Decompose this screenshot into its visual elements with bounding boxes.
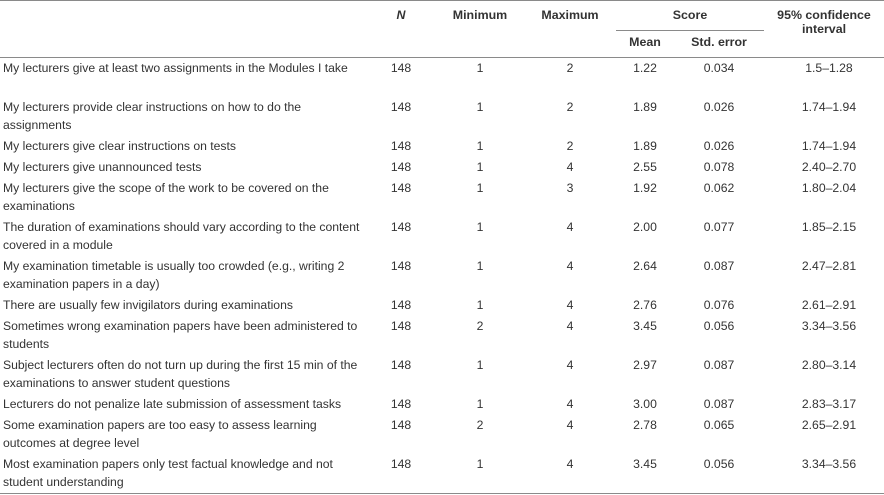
header-ci-line1: 95% confidence — [777, 8, 871, 22]
cell-minimum: 1 — [476, 139, 484, 153]
cell-std-error: 0.026 — [703, 139, 735, 153]
cell-mean: 3.45 — [633, 457, 657, 471]
table-row — [0, 157, 884, 178]
cell-minimum: 1 — [476, 397, 484, 411]
cell-n: 148 — [390, 319, 412, 333]
cell-item: Most examination papers only test factual knowledge and not student understanding — [3, 457, 333, 489]
cell-maximum: 2 — [566, 139, 574, 153]
table-row — [0, 178, 884, 217]
cell-std-error: 0.087 — [703, 358, 735, 372]
cell-mean: 2.97 — [633, 358, 657, 372]
cell-minimum: 1 — [476, 457, 484, 471]
cell-maximum: 4 — [566, 220, 574, 234]
header-score: Score — [616, 1, 764, 31]
cell-std-error: 0.056 — [703, 457, 735, 471]
cell-std-error: 0.078 — [703, 160, 735, 174]
cell-std-error: 0.026 — [703, 100, 735, 114]
cell-confidence-interval: 1.74–1.94 — [801, 139, 857, 153]
cell-mean: 1.89 — [633, 100, 657, 114]
cell-confidence-interval: 1.74–1.94 — [801, 100, 857, 114]
cell-confidence-interval: 3.34–3.56 — [801, 457, 857, 471]
header-n: N — [396, 8, 406, 22]
header-maximum: Maximum — [541, 8, 599, 22]
cell-item: My lecturers give clear instructions on tests — [3, 139, 237, 153]
cell-minimum: 1 — [476, 100, 484, 114]
table-row — [0, 97, 884, 136]
cell-item: My lecturers provide clear instructions on how to do the assignments — [3, 100, 302, 132]
cell-maximum: 3 — [566, 181, 574, 195]
cell-maximum: 2 — [566, 100, 574, 114]
cell-minimum: 1 — [476, 61, 484, 75]
table-row — [0, 58, 884, 98]
cell-confidence-interval: 3.34–3.56 — [801, 319, 857, 333]
cell-item: Some examination papers are too easy to assess learning outcomes at degree level — [3, 418, 317, 450]
table-row — [0, 355, 884, 394]
table-row — [0, 454, 884, 494]
cell-maximum: 4 — [566, 319, 574, 333]
cell-n: 148 — [390, 181, 412, 195]
table-row — [0, 217, 884, 256]
cell-mean: 1.89 — [633, 139, 657, 153]
header-minimum: Minimum — [452, 8, 508, 22]
table-row — [0, 415, 884, 454]
cell-std-error: 0.065 — [703, 418, 735, 432]
cell-confidence-interval: 1.5–1.28 — [805, 61, 853, 75]
header-mean: Mean — [629, 35, 661, 49]
cell-confidence-interval: 2.80–3.14 — [801, 358, 857, 372]
cell-n: 148 — [390, 259, 412, 273]
cell-maximum: 4 — [566, 457, 574, 471]
cell-minimum: 1 — [476, 259, 484, 273]
cell-minimum: 1 — [476, 220, 484, 234]
header-ci-line2: interval — [801, 22, 847, 36]
cell-maximum: 2 — [566, 61, 574, 75]
cell-confidence-interval: 1.80–2.04 — [801, 181, 857, 195]
cell-std-error: 0.077 — [703, 220, 735, 234]
cell-item: Sometimes wrong examination papers have been administered to students — [3, 319, 358, 351]
cell-std-error: 0.062 — [703, 181, 735, 195]
cell-minimum: 1 — [476, 358, 484, 372]
cell-maximum: 4 — [566, 298, 574, 312]
cell-mean: 3.00 — [633, 397, 657, 411]
cell-item: Subject lecturers often do not turn up during the first 15 min of the examinations to answer student questions — [3, 358, 358, 390]
cell-minimum: 2 — [476, 319, 484, 333]
cell-n: 148 — [390, 298, 412, 312]
cell-mean: 2.00 — [633, 220, 657, 234]
cell-item: Lecturers do not penalize late submission of assessment tasks — [3, 397, 342, 411]
header-minimum-blank — [436, 31, 524, 58]
cell-minimum: 1 — [476, 298, 484, 312]
cell-item: My lecturers give the scope of the work to be covered on the examinations — [3, 181, 329, 213]
table-body — [0, 58, 884, 494]
cell-minimum: 1 — [476, 181, 484, 195]
cell-item: My lecturers give at least two assignments in the Modules I take — [3, 61, 348, 75]
cell-confidence-interval: 2.65–2.91 — [801, 418, 857, 432]
cell-maximum: 4 — [566, 259, 574, 273]
header-std-error: Std. error — [691, 35, 747, 49]
cell-item: My lecturers give unannounced tests — [3, 160, 202, 174]
cell-maximum: 4 — [566, 397, 574, 411]
cell-maximum: 4 — [566, 160, 574, 174]
cell-confidence-interval: 1.85–2.15 — [801, 220, 857, 234]
header-confidence-interval — [764, 1, 884, 58]
cell-mean: 2.55 — [633, 160, 657, 174]
header-maximum-blank — [524, 31, 616, 58]
cell-mean: 2.76 — [633, 298, 657, 312]
cell-n: 148 — [390, 139, 412, 153]
cell-std-error: 0.034 — [703, 61, 735, 75]
cell-minimum: 1 — [476, 160, 484, 174]
table-row — [0, 394, 884, 415]
cell-std-error: 0.087 — [703, 397, 735, 411]
cell-n: 148 — [390, 457, 412, 471]
cell-maximum: 4 — [566, 358, 574, 372]
header-item-blank — [0, 1, 366, 58]
table-row — [0, 316, 884, 355]
cell-n: 148 — [390, 61, 412, 75]
cell-n: 148 — [390, 160, 412, 174]
cell-mean: 2.64 — [633, 259, 657, 273]
cell-mean: 1.22 — [633, 61, 657, 75]
header-row-top — [0, 1, 884, 31]
cell-confidence-interval: 2.61–2.91 — [801, 298, 857, 312]
table-row — [0, 136, 884, 157]
cell-n: 148 — [390, 100, 412, 114]
cell-mean: 2.78 — [633, 418, 657, 432]
cell-confidence-interval: 2.40–2.70 — [801, 160, 857, 174]
cell-mean: 1.92 — [633, 181, 657, 195]
cell-maximum: 4 — [566, 418, 574, 432]
cell-std-error: 0.087 — [703, 259, 735, 273]
cell-minimum: 2 — [476, 418, 484, 432]
cell-n: 148 — [390, 397, 412, 411]
cell-confidence-interval: 2.47–2.81 — [801, 259, 857, 273]
cell-mean: 3.45 — [633, 319, 657, 333]
table-row — [0, 256, 884, 295]
table-row — [0, 295, 884, 316]
cell-std-error: 0.056 — [703, 319, 735, 333]
cell-confidence-interval: 2.83–3.17 — [801, 397, 857, 411]
cell-item: There are usually few invigilators during examinations — [3, 298, 293, 312]
cell-std-error: 0.076 — [703, 298, 735, 312]
cell-n: 148 — [390, 358, 412, 372]
table-header — [0, 1, 884, 58]
cell-item: My examination timetable is usually too crowded (e.g., writing 2 examination papers in a day) — [3, 259, 345, 291]
cell-n: 148 — [390, 418, 412, 432]
header-n-blank — [366, 31, 436, 58]
cell-n: 148 — [390, 220, 412, 234]
cell-item: The duration of examinations should vary according to the content covered in a module — [3, 220, 360, 252]
